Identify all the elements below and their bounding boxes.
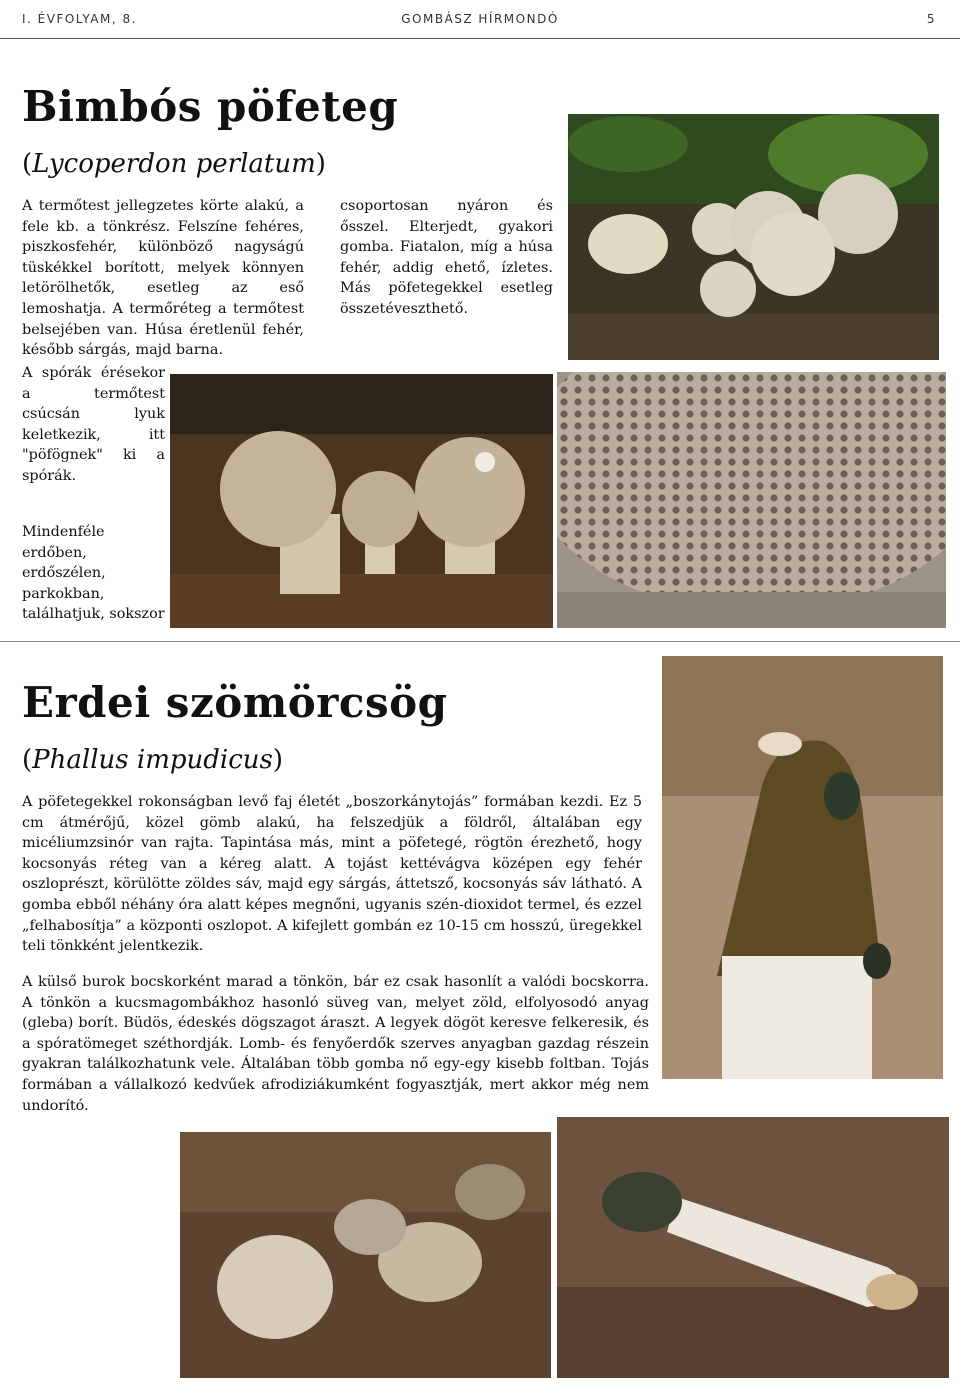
witch-egg-photo: [180, 1132, 551, 1378]
young-stinkhorn-photo: [557, 1117, 949, 1378]
article1-paragraph-1b: A spórák érésekor a termőtest csúcsán lyuk keletkezik, itt "pöfögnek" ki a spórák.: [22, 365, 165, 484]
journal-title: GOMBÁSZ HÍRMONDÓ: [401, 12, 559, 26]
article2-latin-name: (Phallus impudicus): [22, 745, 284, 775]
page-number: 5: [926, 12, 936, 26]
article1-title: Bimbós pöfeteg: [22, 82, 399, 131]
stinkhorn-cap-photo: [662, 656, 943, 1079]
article2-title: Erdei szömörcsög: [22, 678, 448, 727]
article1-latin-name: (Lycoperdon perlatum): [22, 149, 326, 179]
puffball-trio-photo: [170, 374, 553, 628]
article2-paragraph-2: A külső burok bocskorként marad a tönkön, bár ez csak hasonlít a valódi bocskorra. A tönkön a kucsmagombákhoz hasonló süveg van, melyet zöld, elfolyosodó anyag (gleba) borít. Büdös, édeskés dögszagot áraszt. A legyek dögöt keresve felkeresik, és a spóratömeget széthordják. Lomb- és fenyőerdők szerves anyagban gazdag részein gyakran találkozhatunk vele. Általában több gomba nő egy-egy kisebb foltban. Tojás formában a vállalkozó kedvűek afrodiziákumként fogyasztják, mert akkor még nem undorító.: [22, 974, 649, 1114]
article1-paragraph-2: Mindenféle erdőben, erdőszélen, parkokban, találhatjuk, sokszor: [22, 524, 165, 623]
puffball-surface-closeup-photo: [557, 372, 946, 628]
article1-paragraph-1: A termőtest jellegzetes körte alakú, a fele kb. a tönkrész. Felszíne fehéres, piszkosfehér, különböző nagyságú tüskékkel borított, melyek könnyen letörölhetők, esetleg az eső lemoshatja. A termőréteg a termőtest belsejében van. Húsa éretlenül fehér, később sárgás, majd barna.: [22, 198, 304, 359]
running-header: [0, 0, 960, 39]
puffball-group-photo: [568, 114, 939, 360]
section-divider: [0, 641, 960, 642]
issue-label: I. ÉVFOLYAM, 8.: [22, 12, 137, 26]
article2-paragraph-1: A pöfetegekkel rokonságban levő faj életét „boszorkánytojás” formában kezdi. Ez 5 cm átmérőjű, közel gömb alakú, ha felszedjük a földről, általában egy micéliumzsinór van rajta. Tapintása más, mint a pöfetegé, rögtön érezhető, hogy kocsonyás réteg van a kéreg alatt. A tojást kettévágva középen egy fehér oszloprészt, körülötte zöldes sáv, majd egy sárgás, áttetsző, kocsonyás sáv látható. A gomba ebből néhány óra alatt képes megnőni, ugyanis szén-dioxidot termel, és ezzel „felhabosítja” a központi oszlopot. A kifejlett gombán ez 10-15 cm hosszú, üregekkel teli tönkként jelentkezik.: [22, 794, 642, 955]
article1-paragraph-3: csoportosan nyáron és ősszel. Elterjedt, gyakori gomba. Fiatalon, míg a húsa fehér, addig ehető, ízletes. Más pöfetegekkel esetleg összetéveszthető.: [340, 198, 553, 317]
